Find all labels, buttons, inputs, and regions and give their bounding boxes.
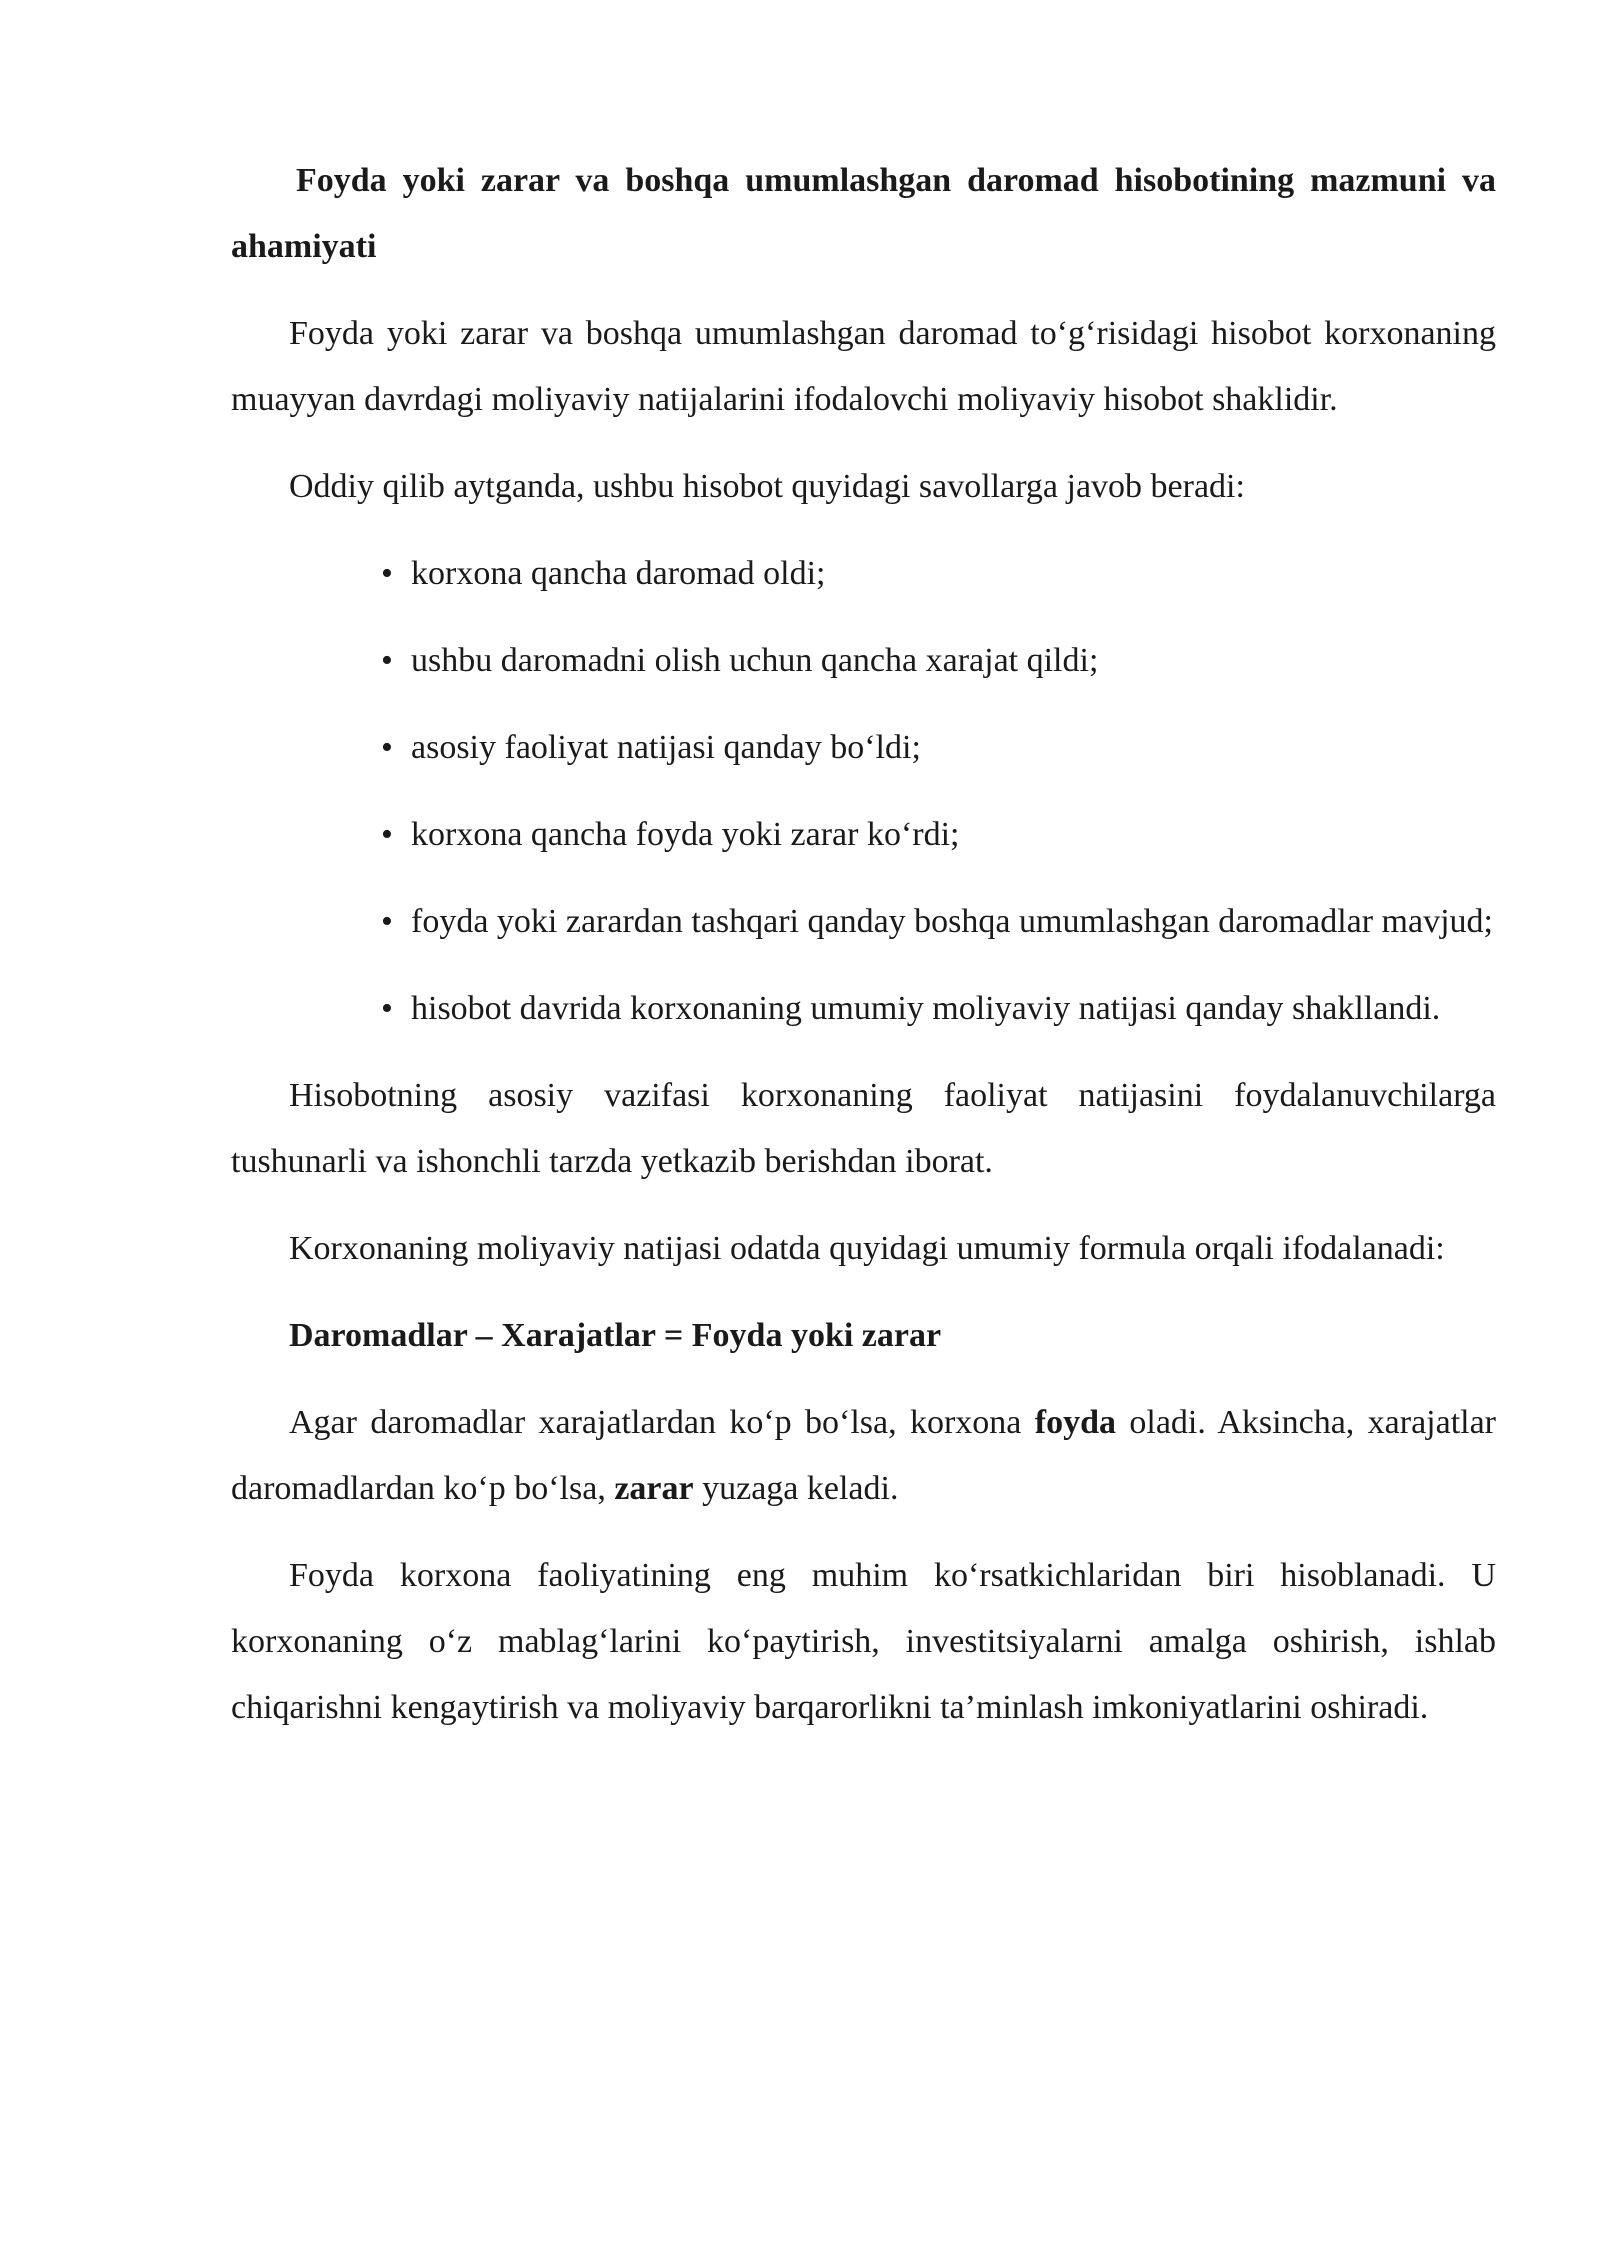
list-item — [328, 802, 1496, 868]
document-page — [231, 148, 1496, 1762]
paragraph-formula-intro: Korxonaning moliyaviy natijasi odatda quyidagi umumiy formula orqali ifodalanadi: — [289, 1230, 1445, 1267]
questions-list — [231, 541, 1496, 1042]
list-item-text: hisobot davrida korxonaning umumiy moliyaviy natijasi qanday shakllandi. — [411, 990, 1441, 1027]
paragraph-definition: Foyda yoki zarar va boshqa umumlashgan daromad to‘g‘risidagi hisobot korxonaning muayyan davrdagi moliyaviy natijalarini ifodalovchi moliyaviy hisobot shaklidir. — [231, 315, 1496, 418]
paragraph-purpose: Hisobotning asosiy vazifasi korxonaning faoliyat natijasini foydalanuvchilarga tushunarli va ishonchli tarzda yetkazib berishdan iborat. — [231, 1077, 1496, 1180]
paragraph-questions-intro: Oddiy qilib aytganda, ushbu hisobot quyidagi savollarga javob beradi: — [289, 468, 1245, 505]
paragraph-text: Agar daromadlar xarajatlardan ko‘p bo‘lsa, korxona — [289, 1404, 1035, 1441]
list-item — [328, 628, 1496, 694]
bullet-icon: • — [381, 555, 393, 592]
paragraph-profit-importance: Foyda korxona faoliyatining eng muhim ko‘rsatkichlaridan biri hisoblanadi. U korxonaning o‘z mablag‘larini ko‘paytirish, investitsiyalarni amalga oshirish, ishlab chiqarishni kengaytirish va moliyaviy barqarorlikni ta’minlash imkoniyatlarini oshiradi. — [231, 1557, 1496, 1726]
list-item-text: korxona qancha daromad oldi; — [411, 555, 826, 592]
list-item — [328, 715, 1496, 781]
list-item — [328, 889, 1496, 955]
list-item-text: asosiy faoliyat natijasi qanday bo‘ldi; — [411, 729, 921, 766]
list-item — [328, 976, 1496, 1042]
bullet-icon: • — [381, 990, 393, 1027]
list-item-text: korxona qancha foyda yoki zarar ko‘rdi; — [411, 816, 960, 853]
formula: Daromadlar – Xarajatlar = Foyda yoki zarar — [289, 1317, 942, 1354]
bullet-icon: • — [381, 816, 393, 853]
document-title: Foyda yoki zarar va boshqa umumlashgan daromad hisobotining mazmuni va ahamiyati — [231, 162, 1496, 265]
paragraph-text: oladi. Aksincha, xarajatlar daromadlardan ko‘p bo‘lsa, — [231, 1404, 1496, 1507]
list-item-text: foyda yoki zarardan tashqari qanday boshqa umumlashgan daromadlar mavjud; — [411, 903, 1493, 940]
bullet-icon: • — [381, 642, 393, 679]
bullet-icon: • — [381, 903, 393, 940]
profit-term: foyda — [1034, 1404, 1117, 1441]
list-item — [328, 541, 1496, 607]
paragraph-text: yuzaga keladi. — [693, 1470, 899, 1507]
list-item-text: ushbu daromadni olish uchun qancha xarajat qildi; — [411, 642, 1099, 679]
loss-term: zarar — [614, 1470, 694, 1507]
bullet-icon: • — [381, 729, 393, 766]
paragraph-profit-loss — [231, 1390, 1496, 1522]
